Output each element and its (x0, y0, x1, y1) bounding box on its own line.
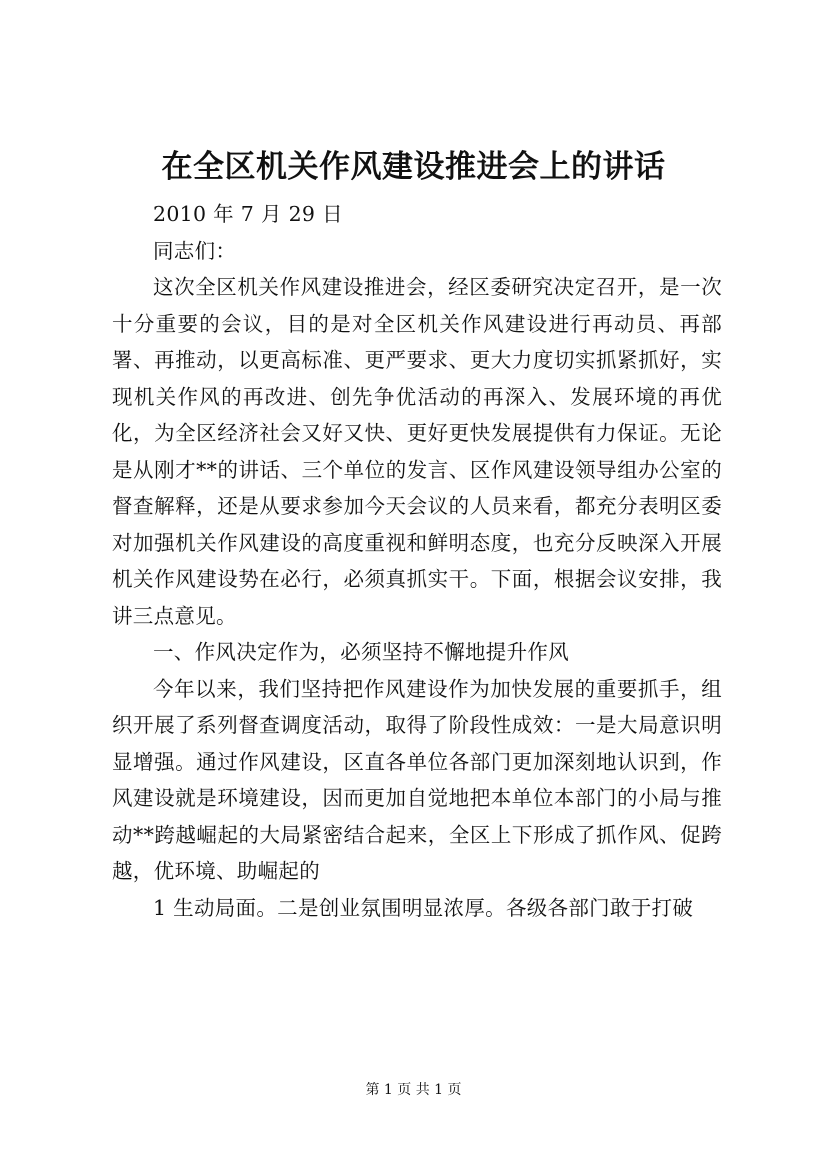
section-heading-1: 一、作风决定作为，必须坚持不懈地提升作风 (153, 640, 569, 664)
document-title: 在全区机关作风建设推进会上的讲话 (161, 149, 666, 185)
paragraph-intro: 这次全区机关作风建设推进会，经区委研究决定召开，是一次十分重要的会议，目的是对全区机关作风建设进行再动员、再部署、再推动，以更高标准、更严要求、更大力度切实抓紧抓好，实现机关作风的再改进、创先争优活动的再深入、发展环境的再优化，为全区经济社会又好又快、更好更快发展提供有力保证。无论是从刚才**的讲话、三个单位的发言、区作风建设领导组办公室的督查解释，还是从要求参加今天会议的人员来看，都充分表明区委对加强机关作风建设的高度重视和鲜明态度，也充分反映深入开展机关作风建设势在必行，必须真抓实干。下面，根据会议安排，我讲三点意见。 (112, 275, 722, 628)
document-body (112, 196, 722, 926)
paragraph-continued: 1 生动局面。二是创业氛围明显浓厚。各级各部门敢于打破 (153, 895, 694, 920)
page-footer: 第 1 页 共 1 页 (365, 1082, 462, 1098)
paragraph-progress: 今年以来，我们坚持把作风建设作为加快发展的重要抓手，组织开展了系列督查调度活动，取得了阶段性成效：一是大局意识明显增强。通过作风建设，区直各单位各部门更加深刻地认识到，作风建设就是环境建设，因而更加自觉地把本单位本部门的小局与推动**跨越崛起的大局紧密结合起来，全区上下形成了抓作风、促跨越，优环境、助崛起的 (112, 676, 722, 883)
salutation: 同志们： (153, 238, 237, 263)
date-line: 2010 年 7 月 29 日 (153, 202, 343, 226)
